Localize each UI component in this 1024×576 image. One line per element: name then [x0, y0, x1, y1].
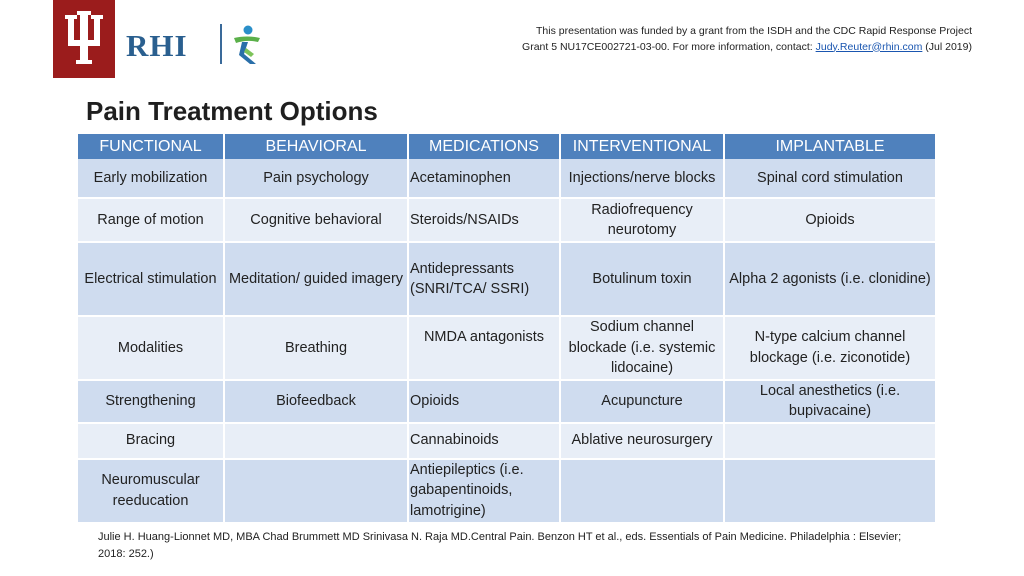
table-cell: Pain psychology	[224, 159, 408, 198]
contact-email-link[interactable]: Judy.Reuter@rhin.com	[815, 40, 923, 53]
citation-text: Julie H. Huang-Lionnet MD, MBA Chad Brummett MD Srinivasa N. Raja MD.Central Pain. Benzon HT et al., eds. Essentials of Pain Medicine. Philadelphia : Elsevier; 2018: 252.)	[98, 531, 902, 560]
iu-logo	[53, 0, 115, 78]
treatment-table	[78, 134, 937, 524]
table-cell: Meditation/ guided imagery	[224, 242, 408, 316]
table-row	[78, 198, 936, 242]
table-row	[78, 159, 936, 198]
table-cell: Breathing	[224, 316, 408, 380]
table-row	[78, 242, 936, 316]
rhi-logo-text: RHI	[126, 28, 188, 63]
table-cell: Bracing	[78, 423, 224, 459]
funding-line-2	[522, 40, 972, 56]
table-cell	[224, 423, 408, 459]
table-cell: Acupuncture	[560, 380, 724, 423]
funding-line-2-suffix: (Jul 2019)	[925, 40, 972, 53]
table-cell	[560, 459, 724, 523]
table-cell: Radiofrequency neurotomy	[560, 198, 724, 242]
page-title: Pain Treatment Options	[86, 96, 378, 126]
header-medications: MEDICATIONS	[408, 134, 560, 159]
rhi-figure-icon	[228, 24, 264, 66]
table-cell: Cannabinoids	[408, 423, 560, 459]
header-behavioral: BEHAVIORAL	[224, 134, 408, 159]
table-cell: Alpha 2 agonists (i.e. clonidine)	[724, 242, 936, 316]
header-interventional: INTERVENTIONAL	[560, 134, 724, 159]
table-row	[78, 459, 936, 523]
table-cell: Early mobilization	[78, 159, 224, 198]
table-cell: Range of motion	[78, 198, 224, 242]
trident-icon	[53, 0, 115, 78]
table-row	[78, 423, 936, 459]
table-cell: Acetaminophen	[408, 159, 560, 198]
table-cell: Cognitive behavioral	[224, 198, 408, 242]
table-header-row	[78, 134, 936, 159]
funding-line-1: This presentation was funded by a grant from the ISDH and the CDC Rapid Response Project	[536, 25, 972, 37]
table-row	[78, 380, 936, 423]
table-cell: Opioids	[408, 380, 560, 423]
funding-notice	[522, 24, 972, 55]
table-cell: Electrical stimulation	[78, 242, 224, 316]
table-cell: Neuromuscular reeducation	[78, 459, 224, 523]
header-functional: FUNCTIONAL	[78, 134, 224, 159]
header-implantable: IMPLANTABLE	[724, 134, 936, 159]
table-cell: Injections/nerve blocks	[560, 159, 724, 198]
table-cell: N-type calcium channel blockage (i.e. ziconotide)	[724, 316, 936, 380]
logo-divider	[220, 24, 222, 64]
table-cell: NMDA antagonists	[408, 316, 560, 380]
table-cell	[224, 459, 408, 523]
table-cell: Biofeedback	[224, 380, 408, 423]
table-cell: Botulinum toxin	[560, 242, 724, 316]
table-cell: Local anesthetics (i.e. bupivacaine)	[724, 380, 936, 423]
table-cell: Antiepileptics (i.e. gabapentinoids, lamotrigine)	[408, 459, 560, 523]
funding-line-2-prefix: Grant 5 NU17CE002721-03-00. For more information, contact:	[522, 40, 813, 53]
table-row	[78, 316, 936, 380]
table-cell: Strengthening	[78, 380, 224, 423]
table-cell: Steroids/NSAIDs	[408, 198, 560, 242]
table-cell: Modalities	[78, 316, 224, 380]
table-cell: Opioids	[724, 198, 936, 242]
table-cell	[724, 423, 936, 459]
table-cell: Spinal cord stimulation	[724, 159, 936, 198]
table-cell: Ablative neurosurgery	[560, 423, 724, 459]
table-cell: Antidepressants (SNRI/TCA/ SSRI)	[408, 242, 560, 316]
table-cell	[724, 459, 936, 523]
table-cell: Sodium channel blockade (i.e. systemic lidocaine)	[560, 316, 724, 380]
